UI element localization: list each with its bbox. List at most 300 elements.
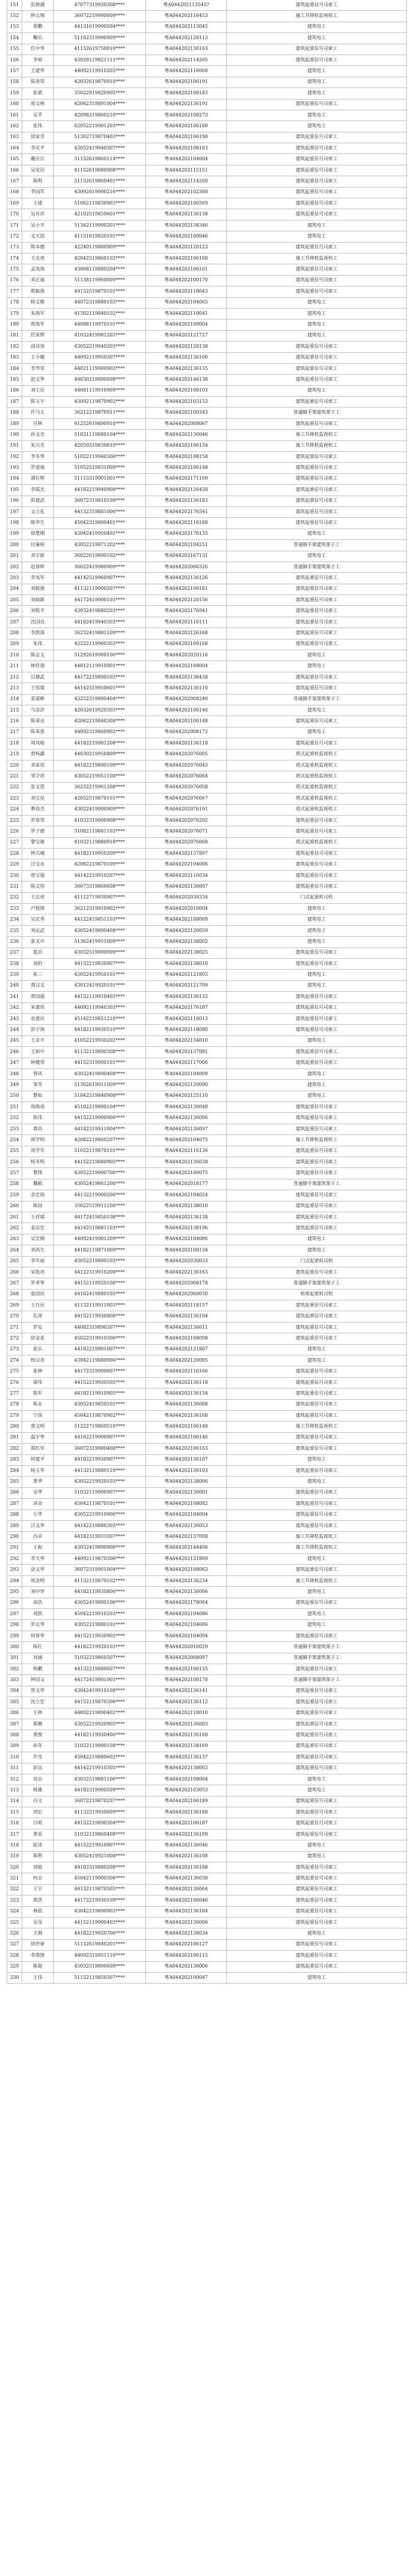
- name-cell: 邓正福: [22, 275, 54, 286]
- table-row: [7, 849, 407, 859]
- name-cell: 吕德武: [22, 672, 54, 683]
- name-cell: 邹守祥: [22, 771, 54, 782]
- certificate-number-cell: 粤A044202030334: [146, 892, 227, 903]
- table-row: [7, 286, 407, 297]
- certificate-number-cell: 粤A044202126168: [146, 628, 227, 639]
- job-type-cell: 建筑起重信号司索工: [227, 375, 407, 385]
- row-number-cell: 193: [7, 463, 22, 473]
- certificate-number-cell: 粤A044202167131: [146, 551, 227, 562]
- table-row: [7, 782, 407, 793]
- id-number-cell: 36072319810109****: [54, 496, 146, 506]
- job-type-cell: 建筑起重信号司索工: [227, 639, 407, 650]
- table-row: [7, 297, 407, 308]
- id-number-cell: 42222119960303****: [54, 639, 146, 650]
- certificate-number-cell: 粤A044202076043: [146, 760, 227, 771]
- row-number-cell: 226: [7, 826, 22, 837]
- certificate-number-cell: 粤A044202136126: [146, 573, 227, 584]
- id-number-cell: 44081119910909****: [54, 385, 146, 396]
- id-number-cell: 51042519840908****: [54, 1091, 146, 1101]
- row-number-cell: 240: [7, 980, 22, 991]
- row-number-cell: 272: [7, 1333, 22, 1344]
- name-cell: 陈明: [22, 176, 54, 187]
- certificate-number-cell: 粤A044202121709: [146, 980, 227, 991]
- job-type-cell: 建筑电工: [227, 66, 407, 77]
- certificate-number-cell: 粤A044202106127: [146, 1939, 227, 1950]
- table-row: [7, 628, 407, 639]
- row-number-cell: 195: [7, 485, 22, 496]
- row-number-cell: 296: [7, 1598, 22, 1608]
- table-row: [7, 506, 407, 517]
- row-number-cell: 304: [7, 1686, 22, 1697]
- certificate-number-cell: 粤A044202108004: [146, 319, 227, 330]
- job-type-cell: 建筑起重信号司索工: [227, 1951, 407, 1961]
- id-number-cell: 43012419920101****: [54, 980, 146, 991]
- id-number-cell: 41152619880908****: [54, 165, 146, 176]
- job-type-cell: 建筑起重信号司索工: [227, 496, 407, 506]
- row-number-cell: 297: [7, 1609, 22, 1620]
- job-type-cell: 塔式起重机监视机工: [227, 804, 407, 815]
- certificate-number-cell: 粤A044202118080: [146, 1025, 227, 1036]
- id-number-cell: 42082219860207****: [54, 1135, 146, 1146]
- certificate-number-cell: 粤A044202020116: [146, 650, 227, 661]
- id-number-cell: 51022119870101****: [54, 1146, 146, 1157]
- certificate-number-cell: 粤A044202108103: [146, 385, 227, 396]
- table-row: [7, 209, 407, 220]
- job-type-cell: 塔式起重机监视机工: [227, 749, 407, 760]
- table-row: [7, 1895, 407, 1906]
- job-type-cell: 建筑起重信号司索工: [227, 1697, 407, 1708]
- row-number-cell: 281: [7, 1432, 22, 1443]
- id-number-cell: 44012119910901****: [54, 661, 146, 672]
- job-type-cell: 建筑起重信号司索工: [227, 44, 407, 55]
- row-number-cell: 300: [7, 1642, 22, 1653]
- name-cell: 王如中: [22, 1047, 54, 1058]
- table-row: [7, 639, 407, 650]
- job-type-cell: 建筑起重信号司索工: [227, 1752, 407, 1763]
- row-number-cell: 184: [7, 363, 22, 374]
- id-number-cell: 43042419950401****: [54, 529, 146, 539]
- job-type-cell: 建筑起重信号司索工: [227, 1025, 407, 1036]
- certificate-number-cell: 粤A044202138018: [146, 958, 227, 969]
- row-number-cell: 168: [7, 187, 22, 198]
- row-number-cell: 189: [7, 418, 22, 429]
- name-cell: 郑红军: [22, 1444, 54, 1454]
- name-cell: 姜道彬: [22, 694, 54, 705]
- id-number-cell: 44182119930406****: [54, 1730, 146, 1741]
- row-number-cell: 252: [7, 1113, 22, 1124]
- id-number-cell: 44092119910205****: [54, 66, 146, 77]
- certificate-number-cell: 粤A044202136141: [146, 1686, 227, 1697]
- job-type-cell: 建筑起重信号司索工: [227, 55, 407, 65]
- id-number-cell: 44162419880105****: [54, 1289, 146, 1300]
- name-cell: 许马太: [22, 408, 54, 418]
- certificate-number-cell: 粤A044202106148: [146, 716, 227, 727]
- certificate-number-cell: 粤A044202106148: [146, 1421, 227, 1432]
- table-row: [7, 1344, 407, 1355]
- certificate-number-cell: 粤A044202114265: [146, 55, 227, 65]
- row-number-cell: 320: [7, 1862, 22, 1873]
- row-number-cell: 311: [7, 1763, 22, 1774]
- table-row: [7, 1631, 407, 1641]
- certificate-number-cell: 粤A044202130048: [146, 1102, 227, 1113]
- job-type-cell: 建筑起重信号司索工: [227, 1366, 407, 1377]
- certificate-number-cell: 粤A044202104065: [146, 297, 227, 308]
- job-type-cell: 施工升降机监视机工: [227, 1532, 407, 1543]
- table-row: [7, 1642, 407, 1653]
- name-cell: 任家辉: [22, 330, 54, 341]
- certificate-number-cell: 粤A044202136108: [146, 1851, 227, 1862]
- name-cell: 王小娜: [22, 352, 54, 363]
- job-type-cell: 普通脚手架建筑架子工: [227, 1675, 407, 1686]
- job-type-cell: 建筑电工: [227, 1355, 407, 1366]
- id-number-cell: 36252219961208****: [54, 782, 146, 793]
- name-cell: 钟兴城: [22, 849, 54, 859]
- name-cell: 陈文伟: [22, 882, 54, 892]
- job-type-cell: 塔式起重机监视机工: [227, 760, 407, 771]
- table-row: [7, 694, 407, 705]
- job-type-cell: 建筑电工: [227, 904, 407, 914]
- row-number-cell: 201: [7, 551, 22, 562]
- job-type-cell: 建筑电工: [227, 1036, 407, 1046]
- row-number-cell: 206: [7, 606, 22, 617]
- row-number-cell: 295: [7, 1587, 22, 1598]
- id-number-cell: 51342119900201****: [54, 220, 146, 231]
- certificate-number-cell: 粤A044202100170: [146, 275, 227, 286]
- table-row: [7, 573, 407, 584]
- table-row: [7, 1774, 407, 1785]
- table-row: [7, 551, 407, 562]
- id-number-cell: 42052519870101****: [54, 793, 146, 804]
- job-type-cell: 建筑起重信号司索工: [227, 1510, 407, 1520]
- table-row: [7, 1587, 407, 1598]
- certificate-number-cell: 粤A044202176187: [146, 1003, 227, 1013]
- id-number-cell: 42102519850601****: [54, 209, 146, 220]
- certificate-number-cell: 粤A044202076292: [146, 815, 227, 826]
- certificate-number-cell: 粤A044202108009: [146, 914, 227, 925]
- job-type-cell: 建筑电工: [227, 1609, 407, 1620]
- table-row: [7, 1675, 407, 1686]
- certificate-number-cell: 粤A044202138346: [146, 220, 227, 231]
- row-number-cell: 241: [7, 992, 22, 1003]
- table-row: [7, 540, 407, 551]
- row-number-cell: 186: [7, 385, 22, 396]
- job-type-cell: 建筑电工: [227, 220, 407, 231]
- id-number-cell: 44030219890008****: [54, 375, 146, 385]
- name-cell: 黄星: [22, 1829, 54, 1840]
- certificate-number-cell: 粤A044202136011: [146, 1322, 227, 1333]
- id-number-cell: 44152119920108****: [54, 1278, 146, 1289]
- job-type-cell: 建筑起重信号司索工: [227, 1388, 407, 1399]
- row-number-cell: 327: [7, 1939, 22, 1950]
- row-number-cell: 307: [7, 1719, 22, 1730]
- certificate-number-cell: 粤A044202008172: [146, 727, 227, 738]
- row-number-cell: 234: [7, 914, 22, 925]
- row-number-cell: 199: [7, 529, 22, 539]
- name-cell: 杨鹏: [22, 1664, 54, 1674]
- name-cell: 孟凤海: [22, 264, 54, 275]
- table-row: [7, 1730, 407, 1741]
- id-number-cell: 42082219870109****: [54, 859, 146, 870]
- job-type-cell: 施工升降机监视机工: [227, 440, 407, 451]
- id-number-cell: 44182319911004****: [54, 1124, 146, 1134]
- id-number-cell: 44172219930109****: [54, 1895, 146, 1906]
- row-number-cell: 164: [7, 143, 22, 154]
- row-number-cell: 181: [7, 330, 22, 341]
- id-number-cell: 43028119821111****: [54, 55, 146, 65]
- certificate-number-cell: 粤A044202128113: [146, 33, 227, 44]
- name-cell: 孙文光: [22, 430, 54, 440]
- certificate-number-cell: 粤A044202138034: [146, 1928, 227, 1939]
- row-number-cell: 246: [7, 1047, 22, 1058]
- id-number-cell: 44092119870306****: [54, 1554, 146, 1565]
- name-cell: 朱伟: [22, 639, 54, 650]
- job-type-cell: 建筑起重信号司索工: [227, 473, 407, 484]
- table-row: [7, 408, 407, 418]
- name-cell: 朱建伟: [22, 1003, 54, 1013]
- name-cell: 孙冬: [22, 1741, 54, 1752]
- job-type-cell: 建筑电工: [227, 650, 407, 661]
- row-number-cell: 315: [7, 1807, 22, 1818]
- id-number-cell: 51032119900907****: [54, 1487, 146, 1498]
- job-type-cell: 建筑起重信号司索工: [227, 1499, 407, 1510]
- name-cell: 文天涯: [22, 231, 54, 242]
- table-row: [7, 1223, 407, 1234]
- job-type-cell: 建筑起重信号司索工: [227, 1565, 407, 1575]
- name-cell: 刘灿新: [22, 595, 54, 606]
- job-type-cell: 建筑电工: [227, 1080, 407, 1091]
- id-number-cell: 51062119830903****: [54, 198, 146, 209]
- certificate-number-cell: 粤A044202137081: [146, 1047, 227, 1058]
- certificate-number-cell: 粤A044202104086: [146, 1234, 227, 1245]
- table-row: [7, 727, 407, 738]
- id-number-cell: 43052219940203****: [54, 342, 146, 352]
- row-number-cell: 227: [7, 837, 22, 848]
- name-cell: 付兼柯: [22, 540, 54, 551]
- id-number-cell: 45102219890104****: [54, 1102, 146, 1113]
- job-type-cell: 建筑起重信号司索工: [227, 1223, 407, 1234]
- id-number-cell: 36022419980909****: [54, 562, 146, 572]
- row-number-cell: 177: [7, 286, 22, 297]
- name-cell: 黄洪: [22, 1895, 54, 1906]
- name-cell: 谭仕辉: [22, 473, 54, 484]
- row-number-cell: 305: [7, 1697, 22, 1708]
- row-number-cell: 151: [7, 0, 22, 11]
- job-type-cell: 建筑起重信号司索工: [227, 1212, 407, 1223]
- id-number-cell: 43052419921008****: [54, 1851, 146, 1862]
- id-number-cell: 44122419851103****: [54, 914, 146, 925]
- id-number-cell: 51362419951009****: [54, 937, 146, 947]
- certificate-number-cell: 粤A044202106190: [146, 132, 227, 143]
- row-number-cell: 219: [7, 749, 22, 760]
- id-number-cell: 41151619820101****: [54, 231, 146, 242]
- job-type-cell: 建筑起重信号司索工: [227, 1146, 407, 1157]
- row-number-cell: 279: [7, 1411, 22, 1421]
- job-type-cell: 建筑起重信号司索工: [227, 738, 407, 749]
- id-number-cell: 44142519950601****: [54, 683, 146, 694]
- name-cell: 张文中: [22, 937, 54, 947]
- job-type-cell: 建筑起重信号司索工: [227, 198, 407, 209]
- id-number-cell: 43052219871202****: [54, 540, 146, 551]
- name-cell: 冯卓: [22, 1532, 54, 1543]
- row-number-cell: 254: [7, 1135, 22, 1146]
- certificate-number-cell: 粤A044202120090: [146, 1080, 227, 1091]
- certificate-number-cell: 粤A044202010029: [146, 1642, 227, 1653]
- row-number-cell: 285: [7, 1477, 22, 1487]
- name-cell: 许雪: [22, 1752, 54, 1763]
- job-type-cell: 建筑电工: [227, 925, 407, 936]
- row-number-cell: 330: [7, 1972, 22, 1983]
- job-type-cell: 建筑电工: [227, 1785, 407, 1796]
- table-row: [7, 1245, 407, 1256]
- job-type-cell: 建筑起重信号司索工: [227, 342, 407, 352]
- job-type-cell: 建筑起重信号司索工: [227, 275, 407, 286]
- name-cell: 张三: [22, 970, 54, 980]
- job-type-cell: 建筑起重信号司索工: [227, 363, 407, 374]
- row-number-cell: 303: [7, 1675, 22, 1686]
- table-row: [7, 1432, 407, 1443]
- name-cell: 彭远: [22, 1763, 54, 1774]
- row-number-cell: 271: [7, 1322, 22, 1333]
- name-cell: 徐家芳: [22, 132, 54, 143]
- id-number-cell: 43042419910108****: [54, 1686, 146, 1697]
- name-cell: 刘宏: [22, 1807, 54, 1818]
- table-row: [7, 958, 407, 969]
- job-type-cell: 建筑电工: [227, 661, 407, 672]
- id-number-cell: 42042519860102****: [54, 253, 146, 264]
- name-cell: 杨玉华: [22, 1465, 54, 1476]
- row-number-cell: 237: [7, 947, 22, 958]
- table-row: [7, 11, 407, 22]
- id-number-cell: 43052419890408****: [54, 925, 146, 936]
- row-number-cell: 309: [7, 1741, 22, 1752]
- job-type-cell: 建筑电工: [227, 937, 407, 947]
- job-type-cell: 建筑起重信号司索工: [227, 1939, 407, 1950]
- job-type-cell: 建筑电工: [227, 1587, 407, 1598]
- table-row: [7, 1322, 407, 1333]
- table-row: [7, 496, 407, 506]
- id-number-cell: 45042319890401****: [54, 518, 146, 529]
- certificate-number-cell: 粤A044202121803: [146, 970, 227, 980]
- id-number-cell: 41032119880910****: [54, 837, 146, 848]
- job-type-cell: 建筑起重信号司索工: [227, 1190, 407, 1201]
- certificate-number-cell: 粤A044202136053: [146, 1520, 227, 1531]
- job-type-cell: 建筑起重信号司索工: [227, 452, 407, 463]
- id-number-cell: 44172419900103****: [54, 595, 146, 606]
- id-number-cell: 44182319931007****: [54, 1532, 146, 1543]
- table-row: [7, 1873, 407, 1884]
- table-row: [7, 1829, 407, 1840]
- certificate-number-cell: 粤A044202138006: [146, 1477, 227, 1487]
- id-number-cell: 43052219920103****: [54, 1477, 146, 1487]
- id-number-cell: 41132119911003****: [54, 1300, 146, 1311]
- job-type-cell: 建筑电工: [227, 297, 407, 308]
- row-number-cell: 253: [7, 1124, 22, 1134]
- job-type-cell: 建筑起重信号司索工: [227, 1708, 407, 1719]
- certificate-number-cell: 粤A044202126458: [146, 485, 227, 496]
- table-row: [7, 1300, 407, 1311]
- row-number-cell: 191: [7, 440, 22, 451]
- certificate-number-cell: 粤A044202136133: [146, 992, 227, 1003]
- table-row: [7, 1267, 407, 1278]
- job-type-cell: 建筑电工: [227, 1620, 407, 1631]
- name-cell: 李凤军: [22, 573, 54, 584]
- table-row: [7, 220, 407, 231]
- name-cell: 陈红: [22, 1642, 54, 1653]
- certificate-number-cell: 粤A044202138002: [146, 937, 227, 947]
- name-cell: 李华荣: [22, 363, 54, 374]
- name-cell: 陈玉宇: [22, 397, 54, 408]
- name-cell: 吴安民: [22, 165, 54, 176]
- table-row: [7, 1234, 407, 1245]
- name-cell: 邓宇新: [22, 551, 54, 562]
- certificate-number-cell: 粤A044202106046: [146, 1895, 227, 1906]
- row-number-cell: 160: [7, 99, 22, 110]
- certificate-number-cell: 粤A044202106134: [146, 440, 227, 451]
- certificate-number-cell: 粤A044202104006: [146, 1620, 227, 1631]
- name-cell: 陈国: [22, 1201, 54, 1212]
- name-cell: 刘志武: [22, 925, 54, 936]
- table-row: [7, 1069, 407, 1079]
- row-number-cell: 185: [7, 375, 22, 385]
- certificate-number-cell: 粤A044202106191: [146, 77, 227, 88]
- name-cell: 何建平: [22, 1454, 54, 1465]
- row-number-cell: 231: [7, 882, 22, 892]
- certificate-number-cell: 粤A044202106148: [146, 463, 227, 473]
- certificate-number-cell: 粤A044202176135: [146, 529, 227, 539]
- personnel-table: [7, 0, 407, 1984]
- table-row: [7, 176, 407, 187]
- id-number-cell: 44132219880607****: [54, 1664, 146, 1674]
- table-row: [7, 1013, 407, 1024]
- name-cell: 陈军: [22, 1388, 54, 1399]
- certificate-number-cell: 粤A044202136038: [146, 1157, 227, 1168]
- certificate-number-cell: 粤A044202103053: [146, 1785, 227, 1796]
- row-number-cell: 255: [7, 1146, 22, 1157]
- name-cell: 吴旻: [22, 1917, 54, 1928]
- id-number-cell: 43032519881106****: [54, 1774, 146, 1785]
- name-cell: 彭建武: [22, 496, 54, 506]
- job-type-cell: 建筑电工: [227, 727, 407, 738]
- row-number-cell: 266: [7, 1267, 22, 1278]
- id-number-cell: 41112719930907****: [54, 892, 146, 903]
- table-row: [7, 1102, 407, 1113]
- table-row: [7, 430, 407, 440]
- row-number-cell: 215: [7, 705, 22, 716]
- table-row: [7, 1972, 407, 1983]
- job-type-cell: 建筑起重信号司索工: [227, 187, 407, 198]
- id-number-cell: 44182219920103****: [54, 1642, 146, 1653]
- certificate-number-cell: 粤A044202136168: [146, 1730, 227, 1741]
- certificate-number-cell: 粤A044202160075: [146, 1168, 227, 1179]
- row-number-cell: 163: [7, 132, 22, 143]
- name-cell: 林佳强: [22, 661, 54, 672]
- row-number-cell: 210: [7, 650, 22, 661]
- certificate-number-cell: 粤A044202136118: [146, 1377, 227, 1388]
- id-number-cell: 44182119930510****: [54, 1025, 146, 1036]
- certificate-number-cell: 粤A044202136003: [146, 1719, 227, 1730]
- row-number-cell: 238: [7, 958, 22, 969]
- certificate-number-cell: 粤A044202108183: [146, 88, 227, 99]
- row-number-cell: 288: [7, 1510, 22, 1520]
- row-number-cell: 284: [7, 1465, 22, 1476]
- table-row: [7, 110, 407, 121]
- name-cell: 刘高生: [22, 1245, 54, 1256]
- certificate-number-cell: 粤A044202113545?: [146, 0, 227, 11]
- job-type-cell: 建筑电工: [227, 1245, 407, 1256]
- id-number-cell: 42050319830610****: [54, 440, 146, 451]
- job-type-cell: 门式起重机司机: [227, 892, 407, 903]
- certificate-number-cell: 粤A044202100046: [146, 231, 227, 242]
